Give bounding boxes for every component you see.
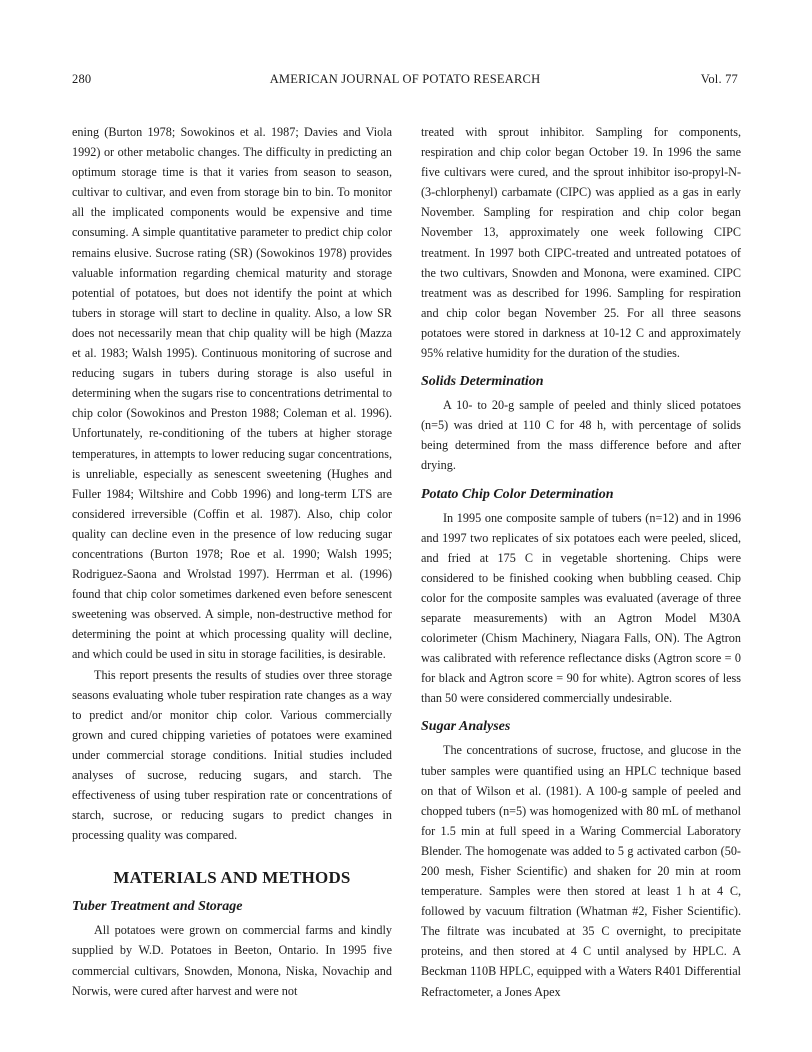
page-number: 280 — [72, 72, 92, 86]
section-heading-materials-methods: MATERIALS AND METHODS — [113, 868, 351, 888]
journal-title: AMERICAN JOURNAL OF POTATO RESEARCH — [269, 72, 541, 86]
running-head — [72, 72, 738, 88]
subheading-sugar-analyses: Sugar Analyses — [421, 719, 511, 735]
subheading-chip-color: Potato Chip Color Determination — [421, 486, 614, 502]
left-column — [72, 122, 392, 1001]
paragraph-tuber-treatment-continued: treated with sprout inhibitor. Sampling for components, respiration and chip color began October 19. In 1996 the same five cultivars were cured, and the sprout inhibitor iso-propyl-N-(3-chlorphenyl) carbamate (CIPC) was applied as a gas in early November. Sampling for respiration and chip color began November 13, approximately one week following CIPC treatment. In 1997 both CIPC-treated and untreated potatoes of the two cultivars, Snowden and Monona, were examined. CIPC treatment was as described for 1996. Sampling for respiration and chip color began November 25. For all three seasons potatoes were stored in darkness at 10-12 C and approximately 95% relative humidity for the duration of the studies. — [421, 125, 741, 361]
paragraph-tuber-treatment: All potatoes were grown on commercial farms and kindly supplied by W.D. Potatoes in Beeton, Ontario. In 1995 five commercial cultivars, Snowden, Monona, Niska, Novachip and Norwis, were cured after harvest and were not — [72, 923, 392, 998]
paragraph-intro-continued: ening (Burton 1978; Sowokinos et al. 1987; Davies and Viola 1992) or other metabolic changes. The difficulty in predicting an optimum storage time is that it varies from season to season, cultivar to cultivar, and even from storage bin to bin. To monitor all the implicated components would be expensive and time consuming. A simple quantitative parameter to predict chip color remains elusive. Sucrose rating (SR) (Sowokinos 1978) provides valuable information regarding chemical maturity and storage potential of potatoes, but does not identify the point at which tubers in storage will start to decline in quality. Also, a low SR does not necessarily mean that chip quality will be high (Mazza et al. 1983; Walsh 1995). Continuous monitoring of sucrose and reducing sugars in tubers during storage is also useful in determining when the sugars rise to concentrations detrimental to chip color (Sowokinos and Preston 1988; Coleman et al. 1996). Unfortunately, re-conditioning of the tubers at higher storage temperatures, in attempts to lower reducing sugar concentrations, is unreliable, especially as senescent sweetening (Hughes and Fuller 1984; Wiltshire and Cobb 1996) and long-term LTS are considered irreversible (Coffin et al. 1987). Also, chip color quality can decline even in the presence of low reducing sugar concentrations (Burton 1978; Roe et al. 1990; Walsh 1995; Rodriguez-Saona and Wrolstad 1997). Herrman et al. (1996) found that chip color sometimes darkened even before senescent sweetening was observed. A simple, non-destructive method for determining the point at which processing quality will decline, and which could be used in situ in storage facilities, is desirable. — [72, 125, 392, 662]
subheading-solids-determination: Solids Determination — [421, 374, 544, 390]
paragraph-chip-color: In 1995 one composite sample of tubers (n=12) and in 1996 and 1997 two replicates of six potatoes each were peeled, sliced, and fried at 175 C in vegetable shortening. Chips were considered to be finished cooking when bubbling ceased. Chip color for the composite samples was evaluated (average of three separate measurements) with an Agtron Model M30A colorimeter (Chism Machinery, Niagara Falls, ON). The Agtron was calibrated with reference reflectance disks (Agtron score = 0 for black and Agtron score = 90 for white). Agtron scores of less than 50 were considered commercially undesirable. — [421, 510, 741, 706]
volume-label: Vol. 77 — [700, 72, 738, 86]
subheading-tuber-treatment: Tuber Treatment and Storage — [72, 899, 243, 915]
right-column — [421, 122, 741, 1002]
paragraph-sugar-analyses: The concentrations of sucrose, fructose, and glucose in the tuber samples were quantified using an HPLC technique based on that of Wilson et al. (1981). A 100-g sample of peeled and chopped tubers (n=5) was homogenized with 80 mL of methanol for 1.5 min at full speed in a Waring Commercial Laboratory Blender. The homogenate was added to 5 g activated carbon (50-200 mesh, Fisher Scientific) and shaken for 20 min at room temperature. Samples were then stored at least 1 h at 4 C, followed by vacuum filtration (Whatman #2, Fisher Scientific). The filtrate was incubated at 35 C overnight, to precipitate proteins, and then stored at 4 C until analysed by HPLC. A Beckman 110B HPLC, equipped with a Waters R401 Differential Refractometer, a Jones Apex — [421, 743, 741, 999]
paragraph-solids-determination: A 10- to 20-g sample of peeled and thinly sliced potatoes (n=5) was dried at 110 C for 48 h, with percentage of solids being determined from the mass difference before and after drying. — [421, 398, 741, 473]
paragraph-report-summary: This report presents the results of studies over three storage seasons evaluating whole tuber respiration rate changes as a way to predict and/or monitor chip color. Various commercially grown and cured chipping varieties of potatoes were examined under commercial storage conditions. Initial studies included analyses of sucrose, reducing sugars, and starch. The effectiveness of using tuber respiration rate or concentrations of starch, sucrose, or reducing sugars to predict changes in processing quality was compared. — [72, 667, 392, 843]
